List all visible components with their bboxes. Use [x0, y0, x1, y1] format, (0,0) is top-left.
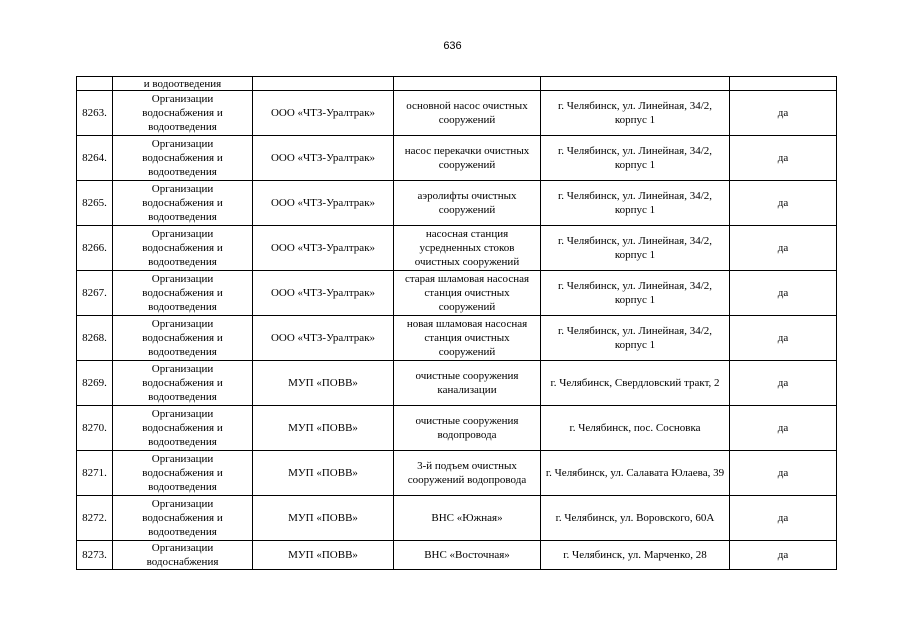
cell-category: Организации водоснабжения и водоотведения [113, 91, 253, 136]
cell-address: г. Челябинск, ул. Линейная, 34/2, корпус 1 [541, 226, 730, 271]
cell-flag: да [730, 91, 837, 136]
cell-org: МУП «ПОВВ» [253, 451, 394, 496]
cell-object: ВНС «Южная» [394, 496, 541, 541]
cell-flag: да [730, 181, 837, 226]
cell-num: 8272. [77, 496, 113, 541]
cell-flag [730, 77, 837, 91]
table-row [77, 226, 837, 271]
cell-org: МУП «ПОВВ» [253, 406, 394, 451]
cell-flag: да [730, 226, 837, 271]
cell-object: 3-й подъем очистных сооружений водопровода [394, 451, 541, 496]
cell-object: аэролифты очистных сооружений [394, 181, 541, 226]
cell-address: г. Челябинск, ул. Салавата Юлаева, 39 [541, 451, 730, 496]
table-row [77, 181, 837, 226]
cell-address: г. Челябинск, ул. Линейная, 34/2, корпус 1 [541, 91, 730, 136]
cell-category: Организации водоснабжения и водоотведения [113, 136, 253, 181]
cell-org: МУП «ПОВВ» [253, 361, 394, 406]
cell-org: ООО «ЧТЗ-Уралтрак» [253, 316, 394, 361]
cell-category: Организации водоснабжения и водоотведения [113, 271, 253, 316]
cell-object: насосная станция усредненных стоков очистных сооружений [394, 226, 541, 271]
cell-category: Организации водоснабжения и водоотведения [113, 181, 253, 226]
table-row [77, 496, 837, 541]
cell-flag: да [730, 541, 837, 570]
cell-flag: да [730, 361, 837, 406]
cell-address: г. Челябинск, ул. Линейная, 34/2, корпус 1 [541, 271, 730, 316]
cell-object: новая шламовая насосная станция очистных сооружений [394, 316, 541, 361]
cell-address: г. Челябинск, ул. Линейная, 34/2, корпус 1 [541, 316, 730, 361]
cell-flag: да [730, 496, 837, 541]
cell-category: Организации водоснабжения [113, 541, 253, 570]
table-row [77, 271, 837, 316]
page-number: 636 [443, 40, 462, 52]
table-row [77, 361, 837, 406]
cell-category: Организации водоснабжения и водоотведения [113, 406, 253, 451]
cell-address: г. Челябинск, пос. Сосновка [541, 406, 730, 451]
table-row [77, 541, 837, 570]
cell-category: Организации водоснабжения и водоотведения [113, 361, 253, 406]
table-row [77, 451, 837, 496]
table-row [77, 316, 837, 361]
table-row [77, 91, 837, 136]
cell-flag: да [730, 406, 837, 451]
cell-flag: да [730, 316, 837, 361]
cell-category: Организации водоснабжения и водоотведения [113, 496, 253, 541]
cell-category: Организации водоснабжения и водоотведения [113, 226, 253, 271]
cell-num: 8263. [77, 91, 113, 136]
cell-object: очистные сооружения водопровода [394, 406, 541, 451]
cell-num: 8270. [77, 406, 113, 451]
cell-org: ООО «ЧТЗ-Уралтрак» [253, 136, 394, 181]
cell-num: 8264. [77, 136, 113, 181]
cell-address: г. Челябинск, Свердловский тракт, 2 [541, 361, 730, 406]
cell-address: г. Челябинск, ул. Линейная, 34/2, корпус 1 [541, 181, 730, 226]
cell-object: очистные сооружения канализации [394, 361, 541, 406]
cell-flag: да [730, 271, 837, 316]
cell-org [253, 77, 394, 91]
cell-category: и водоотведения [113, 77, 253, 91]
cell-object [394, 77, 541, 91]
cell-org: МУП «ПОВВ» [253, 496, 394, 541]
cell-address: г. Челябинск, ул. Линейная, 34/2, корпус 1 [541, 136, 730, 181]
table-row [77, 406, 837, 451]
cell-org: ООО «ЧТЗ-Уралтрак» [253, 271, 394, 316]
cell-num: 8266. [77, 226, 113, 271]
cell-address: г. Челябинск, ул. Воровского, 60А [541, 496, 730, 541]
cell-num: 8271. [77, 451, 113, 496]
cell-org: ООО «ЧТЗ-Уралтрак» [253, 226, 394, 271]
cell-flag: да [730, 451, 837, 496]
cell-num: 8268. [77, 316, 113, 361]
registry-table [76, 76, 837, 570]
cell-object: ВНС «Восточная» [394, 541, 541, 570]
cell-address: г. Челябинск, ул. Марченко, 28 [541, 541, 730, 570]
cell-object: старая шламовая насосная станция очистных сооружений [394, 271, 541, 316]
cell-object: основной насос очистных сооружений [394, 91, 541, 136]
cell-category: Организации водоснабжения и водоотведения [113, 451, 253, 496]
cell-num [77, 77, 113, 91]
cell-num: 8267. [77, 271, 113, 316]
cell-org: ООО «ЧТЗ-Уралтрак» [253, 91, 394, 136]
table-row [77, 136, 837, 181]
cell-category: Организации водоснабжения и водоотведения [113, 316, 253, 361]
cell-flag: да [730, 136, 837, 181]
cell-address [541, 77, 730, 91]
table-row-continuation [77, 77, 837, 91]
cell-num: 8273. [77, 541, 113, 570]
cell-org: ООО «ЧТЗ-Уралтрак» [253, 181, 394, 226]
cell-org: МУП «ПОВВ» [253, 541, 394, 570]
cell-num: 8265. [77, 181, 113, 226]
table-body [77, 77, 837, 570]
cell-object: насос перекачки очистных сооружений [394, 136, 541, 181]
cell-num: 8269. [77, 361, 113, 406]
